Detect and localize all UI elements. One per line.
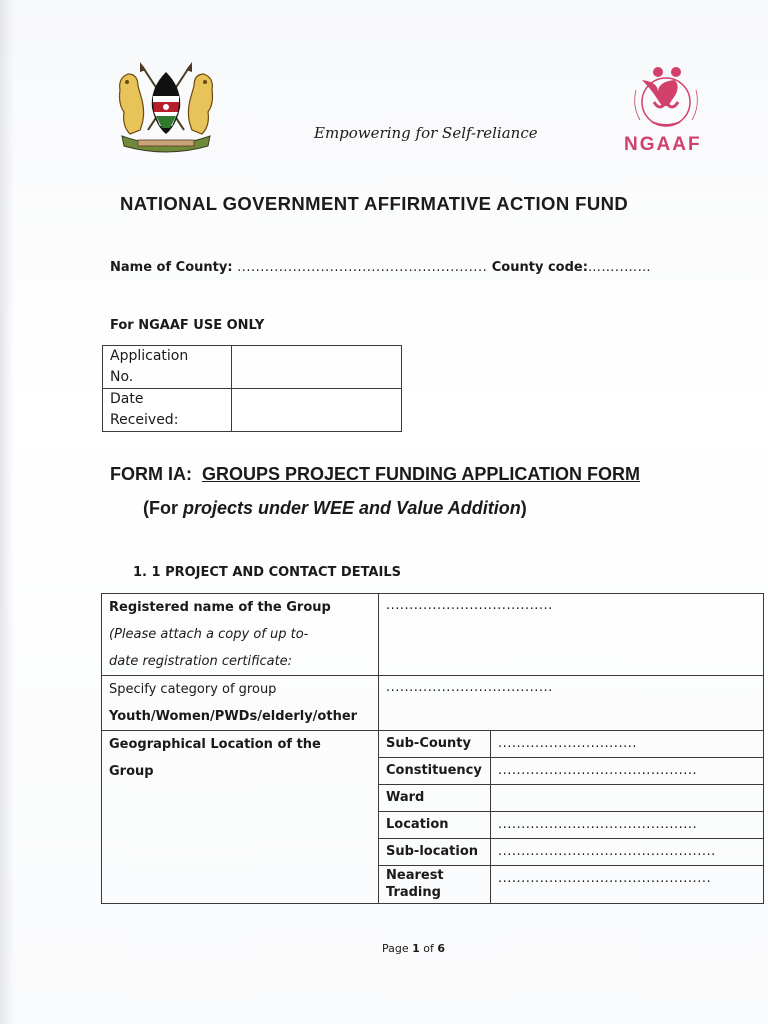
- office-use-heading: For NGAAF USE ONLY: [110, 318, 265, 333]
- project-details-table: [101, 593, 764, 904]
- tagline: Empowering for Self-reliance: [314, 124, 538, 142]
- table-row: [102, 731, 764, 758]
- application-no-field[interactable]: [232, 346, 402, 389]
- sub-county-field[interactable]: ..............................: [491, 731, 764, 758]
- form-title: [110, 464, 640, 485]
- page-title: NATIONAL GOVERNMENT AFFIRMATIVE ACTION FUND: [120, 193, 629, 214]
- label-line: Received:: [110, 412, 179, 428]
- county-field[interactable]: ......................................................: [237, 260, 488, 275]
- label-line: Specify category of group: [109, 682, 277, 697]
- county-code-field[interactable]: ……..……: [587, 260, 652, 275]
- label-line: Group: [109, 764, 154, 779]
- label-note: date registration certificate:: [109, 654, 293, 669]
- office-use-table: [102, 345, 402, 432]
- sub-county-label: Sub-County: [379, 731, 491, 758]
- county-code-label: County code:: [491, 260, 588, 275]
- label-line: No.: [110, 369, 134, 385]
- label-line: Date: [110, 391, 144, 407]
- label-line: Application: [110, 348, 189, 364]
- page-current: 1: [412, 942, 420, 955]
- category-label: [102, 676, 379, 731]
- kenya-coat-of-arms-logo: [112, 60, 220, 156]
- location-field[interactable]: ...........................................: [491, 812, 764, 839]
- county-line: [110, 260, 651, 275]
- form-subtitle: [143, 498, 527, 519]
- label-line: Nearest: [386, 868, 444, 883]
- sub-location-label: Sub-location: [379, 839, 491, 866]
- form-title-text: GROUPS PROJECT FUNDING APPLICATION FORM: [201, 464, 640, 484]
- nearest-trading-field[interactable]: ..............................................: [491, 866, 764, 904]
- form-prefix: FORM IA:: [110, 464, 192, 484]
- sub-location-field[interactable]: ...............................................: [491, 839, 764, 866]
- ngaaf-emblem-icon: [618, 62, 720, 134]
- subtitle-open: (For: [143, 498, 183, 518]
- scan-edge: [0, 0, 14, 1024]
- nearest-trading-label: [379, 866, 491, 904]
- ngaaf-logo-text: NGAAF: [624, 134, 702, 155]
- subtitle-close: ): [520, 498, 527, 518]
- section-heading: 1. 1 PROJECT AND CONTACT DETAILS: [133, 565, 401, 580]
- page-number: [382, 942, 445, 955]
- label-line: Trading: [386, 885, 441, 900]
- constituency-field[interactable]: ...........................................: [491, 758, 764, 785]
- application-no-label: [103, 346, 232, 389]
- geo-location-label: [102, 731, 379, 904]
- page-total: 6: [437, 942, 446, 955]
- date-received-field[interactable]: [232, 389, 402, 432]
- table-row: [103, 389, 402, 432]
- page-mid: of: [419, 942, 438, 955]
- label-line: Registered name of the Group: [109, 600, 331, 615]
- registered-name-field[interactable]: ....................................: [379, 594, 764, 676]
- ward-field[interactable]: [491, 785, 764, 812]
- table-row: [102, 676, 764, 731]
- table-row: [102, 594, 764, 676]
- label-note: (Please attach a copy of up to-: [109, 627, 309, 642]
- ngaaf-logo: [618, 62, 720, 158]
- location-label: Location: [379, 812, 491, 839]
- category-field[interactable]: ....................................: [379, 676, 764, 731]
- registered-name-label: [102, 594, 379, 676]
- table-row: [103, 346, 402, 389]
- ward-label: Ward: [379, 785, 491, 812]
- county-label: Name of County:: [110, 260, 233, 275]
- category-options: Youth/Women/PWDs/elderly/other: [109, 709, 358, 724]
- page-prefix: Page: [382, 942, 413, 955]
- subtitle-italic: projects under WEE and Value Addition: [183, 498, 521, 518]
- date-received-label: [103, 389, 232, 432]
- constituency-label: Constituency: [379, 758, 491, 785]
- label-line: Geographical Location of the: [109, 737, 321, 752]
